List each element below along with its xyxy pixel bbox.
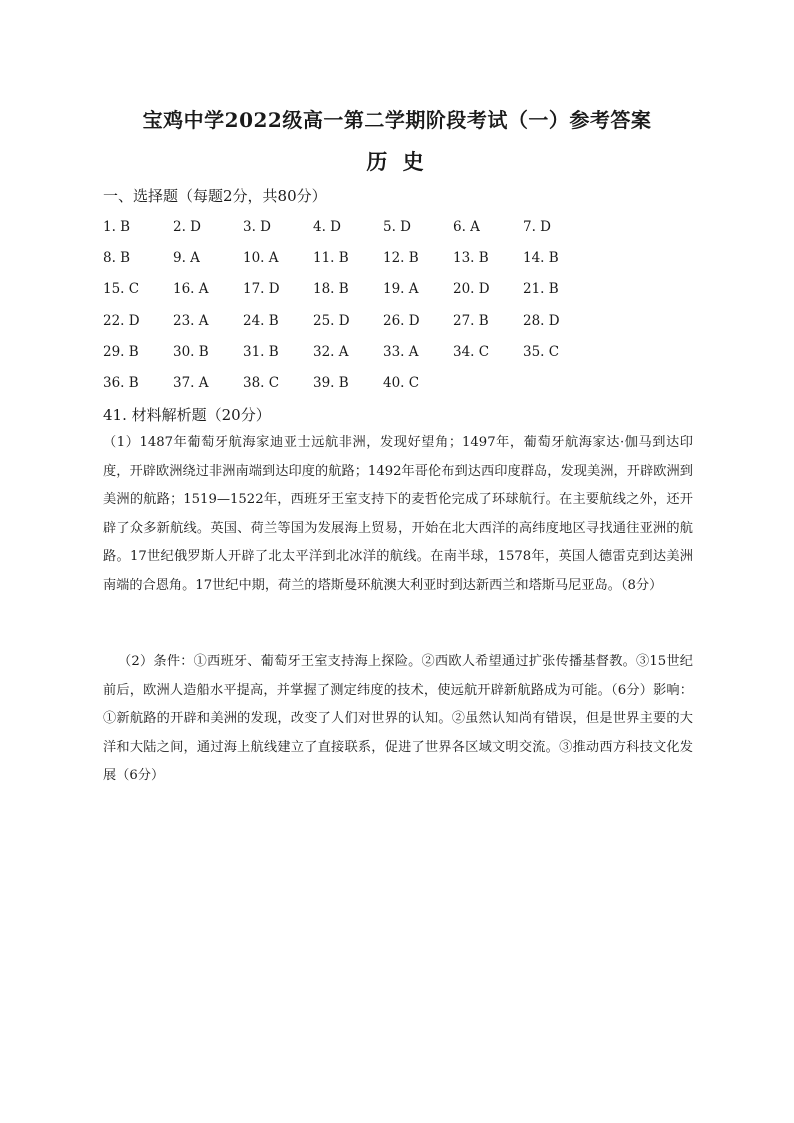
- answer-item: 6. A: [453, 219, 480, 235]
- answer-paragraph-1: （1）1487年葡萄牙航海家迪亚士远航非洲，发现好望角；1497年，葡萄牙航海家达·伽马到达印度，开辟欧洲绕过非洲南端到达印度的航路；1492年哥伦布到达西印度群岛，发现美洲，开辟欧洲到美洲的航路；1519—1522年，西班牙王室支持下的麦哲伦完成了环球航行。在主要航线之外，还开辟了众多新航线。英国、荷兰等国为发展海上贸易，开始在北大西洋的高纬度地区寻找通往亚洲的航路。17世纪俄罗斯人开辟了北太平洋到北冰洋的航线。在南半球，1578年，英国人德雷克到达美洲南端的合恩角。17世纪中期，荷兰的塔斯曼环航澳大利亚时到达新西兰和塔斯马尼亚岛。（8分）: [103, 435, 693, 593]
- answer-item: 3. D: [243, 219, 271, 235]
- answer-item: 27. B: [453, 312, 489, 329]
- answer-row: [103, 343, 663, 374]
- subject-title: 历 史: [366, 149, 428, 174]
- answer-item: 7. D: [523, 219, 551, 235]
- answer-item: 23. A: [173, 312, 209, 329]
- answer-item: 29. B: [103, 343, 139, 360]
- answer-item: 26. D: [383, 312, 420, 329]
- answer-item: 37. A: [173, 374, 209, 391]
- answer-item: 21. B: [523, 281, 559, 298]
- answer-item: 1. B: [103, 219, 131, 235]
- answer-row: [103, 249, 663, 280]
- answer-item: 31. B: [243, 343, 279, 360]
- answer-item: 40. C: [383, 374, 420, 391]
- answer-item: 32. A: [313, 343, 349, 360]
- answer-item: 19. A: [383, 281, 419, 298]
- answer-paragraph-2: （2）条件：①西班牙、葡萄牙王室支持海上探险。②西欧人希望通过扩张传播基督教。③15世纪前后，欧洲人造船水平提高，并掌握了测定纬度的技术，使远航开辟新航路成为可能。（6分）影响：①新航路的开辟和美洲的发现，改变了人们对世界的认知。②虽然认知尚有错误，但是世界主要的大洋和大陆之间，通过海上航线建立了直接联系，促进了世界各区域文明交流。③推动西方科技文化发展（6分）: [103, 654, 693, 784]
- answer-item: 13. B: [453, 250, 489, 267]
- answer-item: 17. D: [243, 281, 280, 298]
- answer-item: 36. B: [103, 374, 139, 391]
- answer-item: 39. B: [313, 374, 349, 391]
- answer-item: 34. C: [453, 343, 490, 360]
- answer-item: 12. B: [383, 250, 419, 267]
- answer-item: 18. B: [313, 281, 349, 298]
- answer-item: 24. B: [243, 312, 279, 329]
- section-material-analysis-heading: 41. 材料解析题（20分）: [103, 406, 271, 424]
- answer-item: 20. D: [453, 281, 490, 298]
- page-title: 宝鸡中学2022级高一第二学期阶段考试（一）参考答案: [142, 108, 652, 132]
- answer-item: 11. B: [313, 250, 349, 267]
- answer-item: 35. C: [523, 343, 560, 360]
- answer-item: 16. A: [173, 281, 209, 298]
- answer-item: 14. B: [523, 250, 559, 267]
- answer-item: 33. A: [383, 343, 419, 360]
- answer-item: 5. D: [383, 219, 411, 235]
- answer-item: 38. C: [243, 374, 280, 391]
- answer-item: 2. D: [173, 219, 201, 235]
- answer-item: 22. D: [103, 312, 140, 329]
- answer-grid: [103, 218, 663, 405]
- answer-item: 10. A: [243, 250, 279, 267]
- answer-row: [103, 312, 663, 343]
- answer-row: [103, 280, 663, 311]
- answer-row: [103, 218, 663, 249]
- answer-item: 4. D: [313, 219, 341, 235]
- answer-row: [103, 374, 663, 405]
- answer-item: 25. D: [313, 312, 350, 329]
- answer-item: 30. B: [173, 343, 209, 360]
- section-multiple-choice-heading: 一、选择题（每题2分，共80分）: [103, 187, 327, 205]
- answer-item: 8. B: [103, 250, 131, 267]
- answer-item: 9. A: [173, 250, 200, 267]
- answer-item: 28. D: [523, 312, 560, 329]
- answer-item: 15. C: [103, 281, 140, 298]
